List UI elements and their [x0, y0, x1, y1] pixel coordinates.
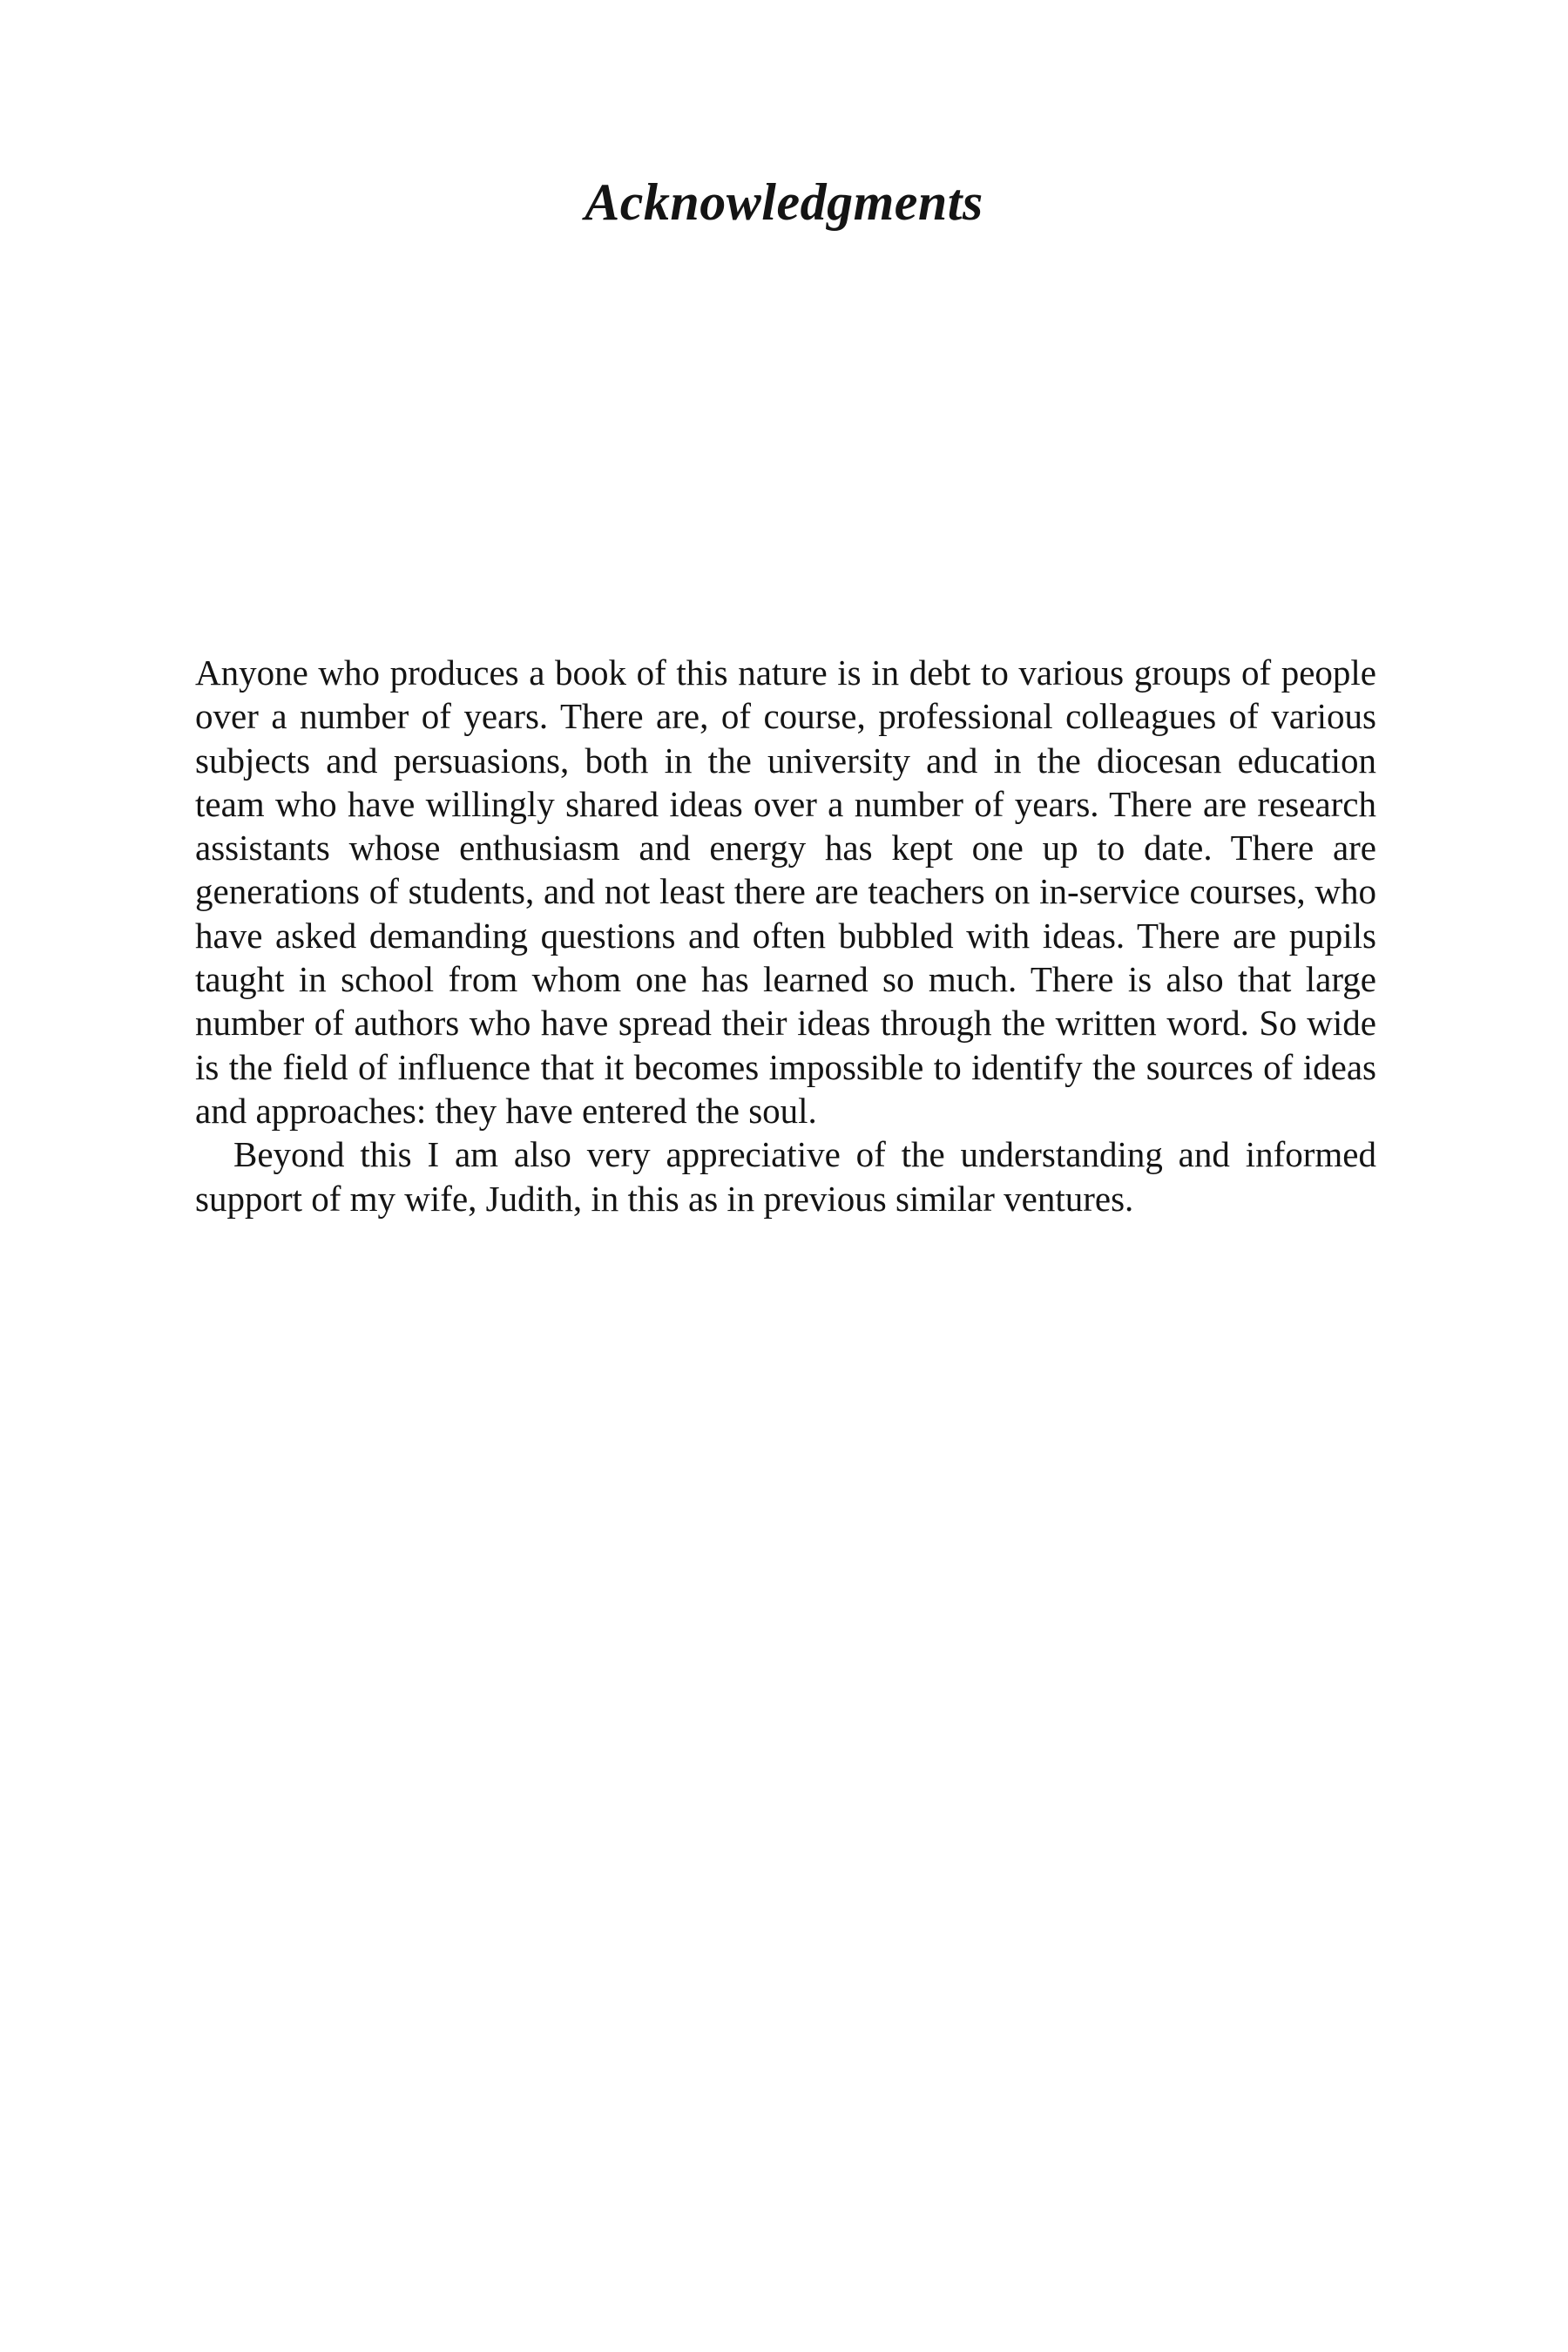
- acknowledgments-paragraph-2: Beyond this I am also very appreciative of the understanding and informed support of my wife, Judith, in this as in previous similar ventures.: [195, 1134, 1376, 1219]
- page-title: Acknowledgments: [585, 173, 983, 231]
- acknowledgments-body: [195, 651, 1376, 1220]
- acknowledgments-paragraph-1: Anyone who produces a book of this nature is in debt to various groups of people over a number of years. There are, of course, professional colleagues of various subjects and persuasions, both in the university and in the diocesan education team who have willingly shared ideas over a number of years. There are research assistants whose enthusiasm and energy has kept one up to date. There are generations of students, and not least there are teachers on in-service courses, who have asked demanding questions and often bubbled with ideas. There are pupils taught in school from whom one has learned so much. There is also that large number of authors who have spread their ideas through the written word. So wide is the field of influence that it becomes impossible to identify the sources of ideas and approaches: they have entered the soul.: [195, 652, 1376, 1131]
